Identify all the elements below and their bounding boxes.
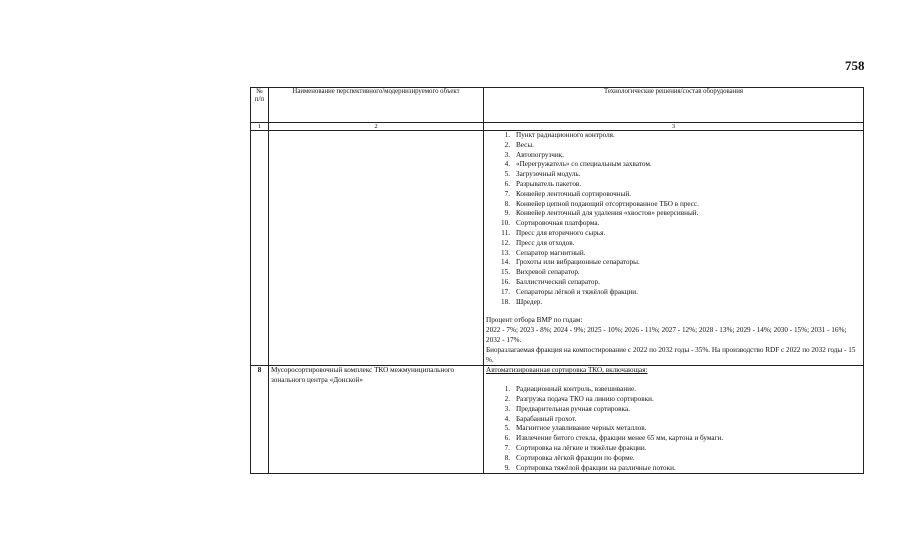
list-item-number: 4. (504, 160, 510, 169)
list-item-number: 11. (501, 228, 510, 237)
list-item (486, 424, 861, 434)
list-item-text: Магнитное улавливание черных металлов. (516, 424, 647, 433)
equipment-list (486, 131, 861, 307)
table-header-row (251, 88, 864, 123)
sorting-heading: Автоматизированная сортировка ТКО, включающая: (486, 366, 648, 375)
list-item (486, 209, 861, 219)
list-item-number: 8. (504, 453, 510, 462)
list-item-text: Конвейер ленточный сортировочный. (516, 189, 631, 198)
list-item (486, 190, 861, 200)
list-item-text: Сортировочная платформа. (516, 219, 600, 228)
list-item-text: Конвейер цепной подающий отсортированное ТБО в пресс. (516, 199, 699, 208)
list-item (486, 415, 861, 425)
list-item (486, 249, 861, 259)
equipment-table (250, 87, 864, 474)
list-item-text: Грохоты или вибрационные сепараторы. (516, 258, 640, 267)
object-name-cell: Мусоросортировочный комплекс ТКО межмуниципального зонального центра «Донской» (269, 366, 484, 474)
list-item-text: Сортировка тяжёлой фракции на различные потоки. (516, 463, 676, 472)
list-item-number: 13. (501, 248, 510, 257)
percent-title: Процент отбора ВМР по годам: (486, 316, 583, 325)
list-item-text: Пресс для вторичного сырья. (516, 228, 606, 237)
list-item (486, 151, 861, 161)
list-item-number: 2. (504, 140, 510, 149)
bio-fraction-text: Биоразлагаемая фракция на компостирование с 2022 по 2032 годы - 35%. На производство RDF с 2022 по 2032 годы - 15 %. (486, 345, 856, 364)
header-technology: Технологические решения/состав оборудования (484, 88, 864, 123)
list-item-number: 16. (501, 277, 510, 286)
percent-text: 2022 - 7%; 2023 - 8%; 2024 - 9%; 2025 - 10%; 2026 - 11%; 2027 - 12%; 2028 - 13%; 2029 - 14%; 2030 - 15%; 2031 - 16%; 2032 - 17%. (486, 326, 847, 344)
list-item-number: 2. (504, 394, 510, 403)
list-item-number: 3. (504, 150, 510, 159)
list-item-number: 7. (504, 189, 510, 198)
list-item (486, 268, 861, 278)
list-item-number: 5. (504, 424, 510, 433)
technology-cell (484, 131, 864, 366)
object-name-cell (269, 131, 484, 366)
list-item-number: 18. (501, 297, 510, 306)
list-item (486, 464, 861, 474)
column-index-1: 1 (251, 123, 269, 131)
row-number-cell: 8 (251, 366, 269, 474)
list-item-number: 1. (504, 131, 510, 139)
header-number: № п/п (251, 88, 269, 123)
list-item-number: 6. (504, 179, 510, 188)
list-item (486, 229, 861, 239)
list-item-number: 10. (501, 219, 510, 228)
list-item-number: 3. (504, 404, 510, 413)
list-item-number: 12. (501, 238, 510, 247)
list-item-text: Баллистический сепаратор. (516, 277, 600, 286)
list-item (486, 405, 861, 415)
list-item-number: 15. (501, 268, 510, 277)
list-item-number: 5. (504, 170, 510, 179)
list-item (486, 444, 861, 454)
list-item (486, 298, 861, 308)
list-item (486, 200, 861, 210)
header-object-name: Наименование перспективного/модернизируемого объект (269, 88, 484, 123)
row-number-cell (251, 131, 269, 366)
table-row (251, 366, 864, 474)
list-item (486, 160, 861, 170)
list-item (486, 219, 861, 229)
list-item-text: Сепараторы лёгкой и тяжёлой фракции. (516, 287, 638, 296)
table-row (251, 131, 864, 366)
list-item (486, 278, 861, 288)
list-item-text: Весы. (516, 140, 534, 149)
list-item-text: «Перегружатель» со специальным захватом. (516, 160, 652, 169)
list-item (486, 180, 861, 190)
list-item (486, 239, 861, 249)
list-item-text: Пресс для отходов. (516, 238, 575, 247)
list-item (486, 385, 861, 395)
list-item (486, 131, 861, 141)
list-item (486, 170, 861, 180)
list-item-text: Сортировка лёгкой фракции по форме. (516, 453, 635, 462)
list-item-text: Радиационный контроль, взвешивание. (516, 385, 637, 394)
list-item-text: Разгрузка подача ТКО на линию сортировки. (516, 394, 654, 403)
technology-cell (484, 366, 864, 474)
sorting-steps-list (486, 385, 861, 473)
list-item-number: 14. (501, 258, 510, 267)
list-item-text: Пункт радиационного контроля. (516, 131, 615, 139)
list-item-number: 9. (504, 463, 510, 472)
column-index-2: 2 (269, 123, 484, 131)
list-item-number: 4. (504, 414, 510, 423)
list-item-text: Автопогрузчик. (516, 150, 564, 159)
list-item-number: 8. (504, 199, 510, 208)
list-item (486, 288, 861, 298)
list-item-text: Барабанный грохот. (516, 414, 577, 423)
list-item-text: Загрузочный модуль. (516, 170, 581, 179)
list-item-text: Разрыватель пакетов. (516, 179, 582, 188)
list-item-text: Сортировка на лёгкие и тяжёлые фракции. (516, 443, 647, 452)
list-item-text: Сепаратор магнитный. (516, 248, 586, 257)
list-item-number: 6. (504, 434, 510, 443)
list-item (486, 141, 861, 151)
list-item-text: Конвейер ленточный для удаления «хвостов» реверсивный. (516, 209, 699, 218)
column-index-row (251, 123, 864, 131)
column-index-3: 3 (484, 123, 864, 131)
list-item-text: Шредер. (516, 297, 543, 306)
list-item (486, 395, 861, 405)
list-item (486, 258, 861, 268)
list-item (486, 454, 861, 464)
page-number: 758 (845, 58, 865, 73)
list-item-text: Предварительная ручная сортировка. (516, 404, 630, 413)
list-item-number: 7. (504, 443, 510, 452)
list-item-number: 9. (504, 209, 510, 218)
list-item-text: Извлечение битого стекла, фракции менее 65 мм, картона и бумаги. (516, 434, 724, 443)
list-item (486, 434, 861, 444)
list-item-number: 1. (504, 385, 510, 394)
list-item-number: 17. (501, 287, 510, 296)
list-item-text: Вихревой сепаратор. (516, 268, 580, 277)
